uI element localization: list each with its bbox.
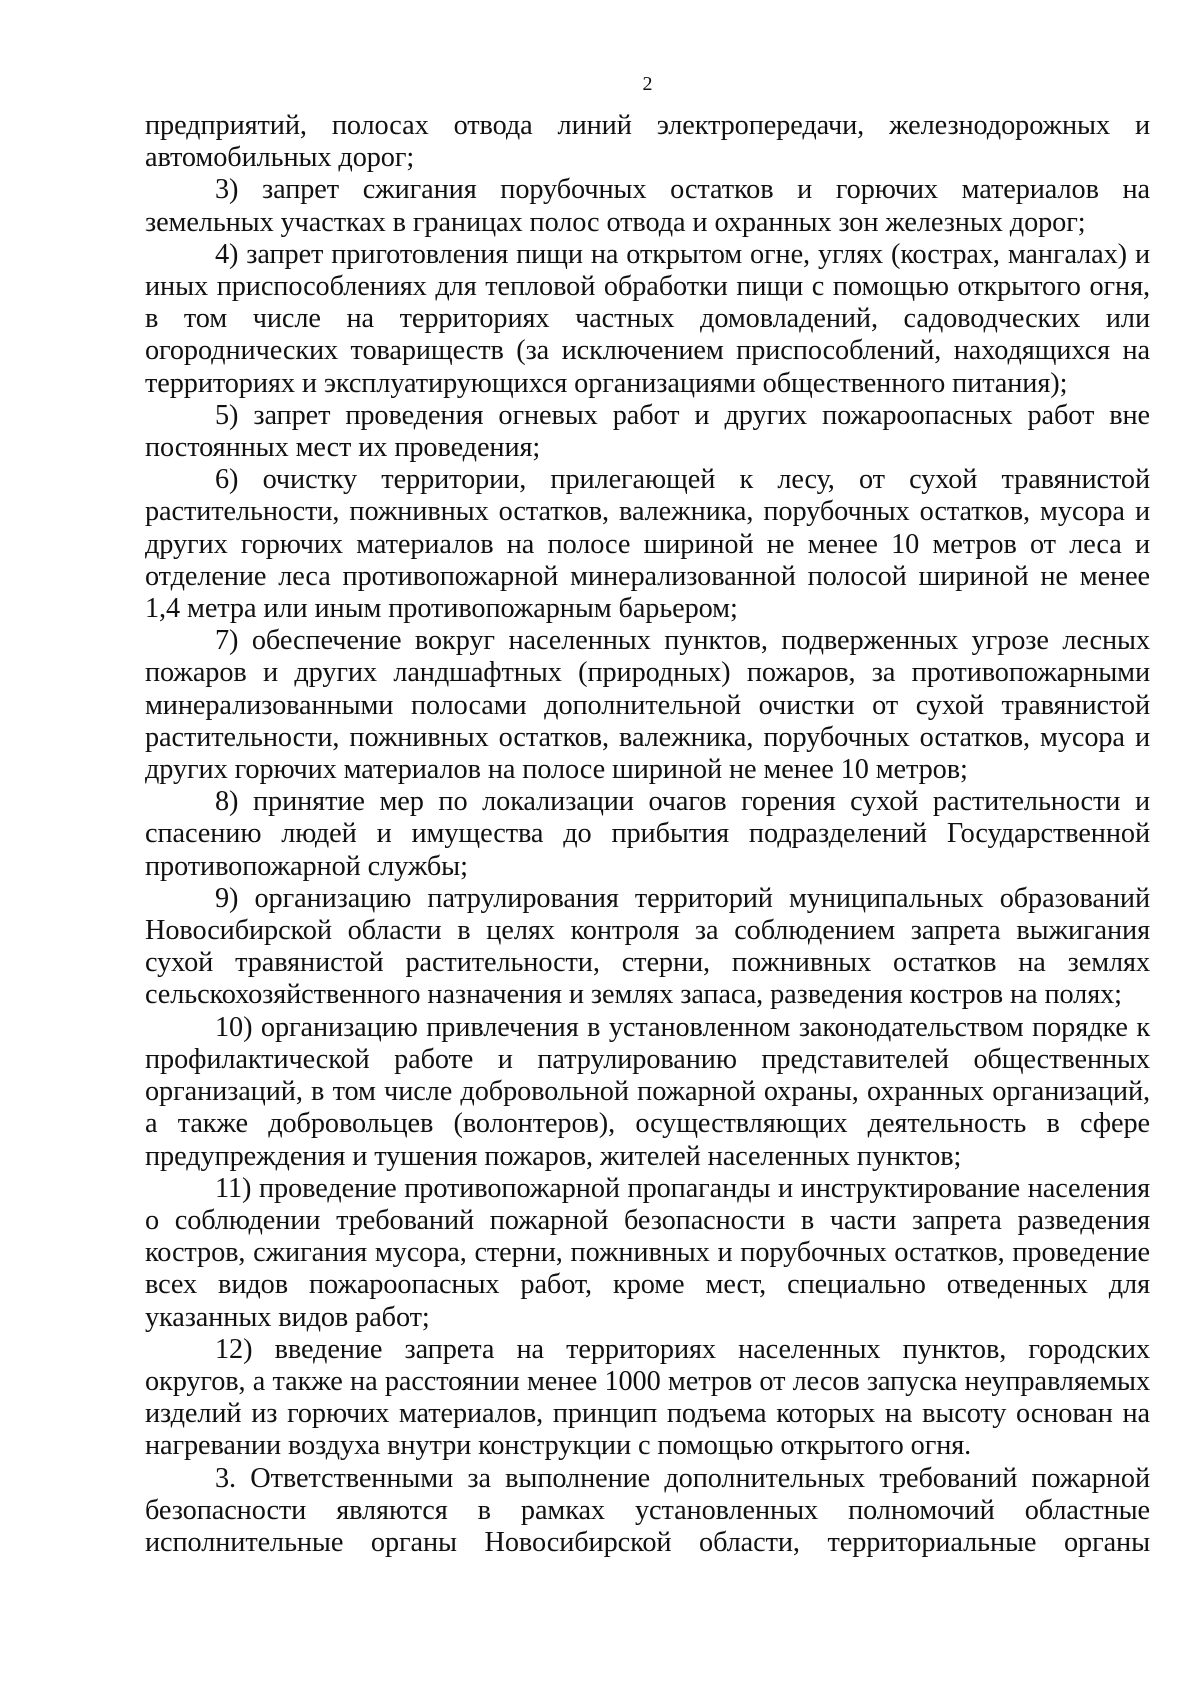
paragraph-item-10: 10) организацию привлечения в установленном законодательством порядке к профилактической работе и патрулированию представителей общественных организаций, в том числе добровольной пожарной охраны, охранных организаций, а также добровольцев (волонтеров), осуществляющих деятельность в сфере предупреждения и тушения пожаров, жителей населенных пунктов;: [145, 1011, 1150, 1172]
paragraph-item-4: 4) запрет приготовления пищи на открытом огне, углях (кострах, мангалах) и иных приспособлениях для тепловой обработки пищи с помощью открытого огня, в том числе на территориях частных домовладений, садоводческих или огороднических товариществ (за исключением приспособлений, находящихся на территориях и эксплуатирующихся организациями общественного питания);: [145, 238, 1150, 399]
paragraph-item-6: 6) очистку территории, прилегающей к лесу, от сухой травянистой растительности, пожнивных остатков, валежника, порубочных остатков, мусора и других горючих материалов на полосе шириной не менее 10 метров от леса и отделение леса противопожарной минерализованной полосой шириной не менее 1,4 метра или иным противопожарным барьером;: [145, 464, 1150, 625]
paragraph-item-5: 5) запрет проведения огневых работ и других пожароопасных работ вне постоянных мест их проведения;: [145, 399, 1150, 464]
page-number: 2: [642, 73, 653, 95]
paragraph-section-3: 3. Ответственными за выполнение дополнительных требований пожарной безопасности являются в рамках установленных полномочий областные исполнительные органы Новосибирской области, территориальные органы: [145, 1462, 1150, 1558]
paragraph-item-11: 11) проведение противопожарной пропаганды и инструктирование населения о соблюдении требований пожарной безопасности в части запрета разведения костров, сжигания мусора, стерни, пожнивных и порубочных остатков, проведение всех видов пожароопасных работ, кроме мест, специально отведенных для указанных видов работ;: [145, 1172, 1150, 1333]
document-page: [145, 72, 1150, 1559]
paragraph-item-3: 3) запрет сжигания порубочных остатков и горючих материалов на земельных участках в границах полос отвода и охранных зон железных дорог;: [145, 174, 1150, 238]
paragraph-item-8: 8) принятие мер по локализации очагов горения сухой растительности и спасению людей и имущества до прибытия подразделений Государственной противопожарной службы;: [145, 786, 1150, 882]
paragraph-item-7: 7) обеспечение вокруг населенных пунктов, подверженных угрозе лесных пожаров и других ландшафтных (природных) пожаров, за противопожарными минерализованными полосами дополнительной очистки от сухой травянистой растительности, пожнивных остатков, валежника, порубочных остатков, мусора и других горючих материалов на полосе шириной не менее 10 метров;: [145, 625, 1150, 786]
paragraph-continuation: предприятий, полосах отвода линий электропередачи, железнодорожных и автомобильных дорог;: [145, 110, 1150, 174]
paragraph-item-9: 9) организацию патрулирования территорий муниципальных образований Новосибирской области в целях контроля за соблюдением запрета выжигания сухой травянистой растительности, стерни, пожнивных остатков на землях сельскохозяйственного назначения и землях запаса, разведения костров на полях;: [145, 882, 1150, 1011]
paragraph-item-12: 12) введение запрета на территориях населенных пунктов, городских округов, а также на расстоянии менее 1000 метров от лесов запуска неуправляемых изделий из горючих материалов, принцип подъема которых на высоту основан на нагревании воздуха внутри конструкции с помощью открытого огня.: [145, 1333, 1150, 1462]
